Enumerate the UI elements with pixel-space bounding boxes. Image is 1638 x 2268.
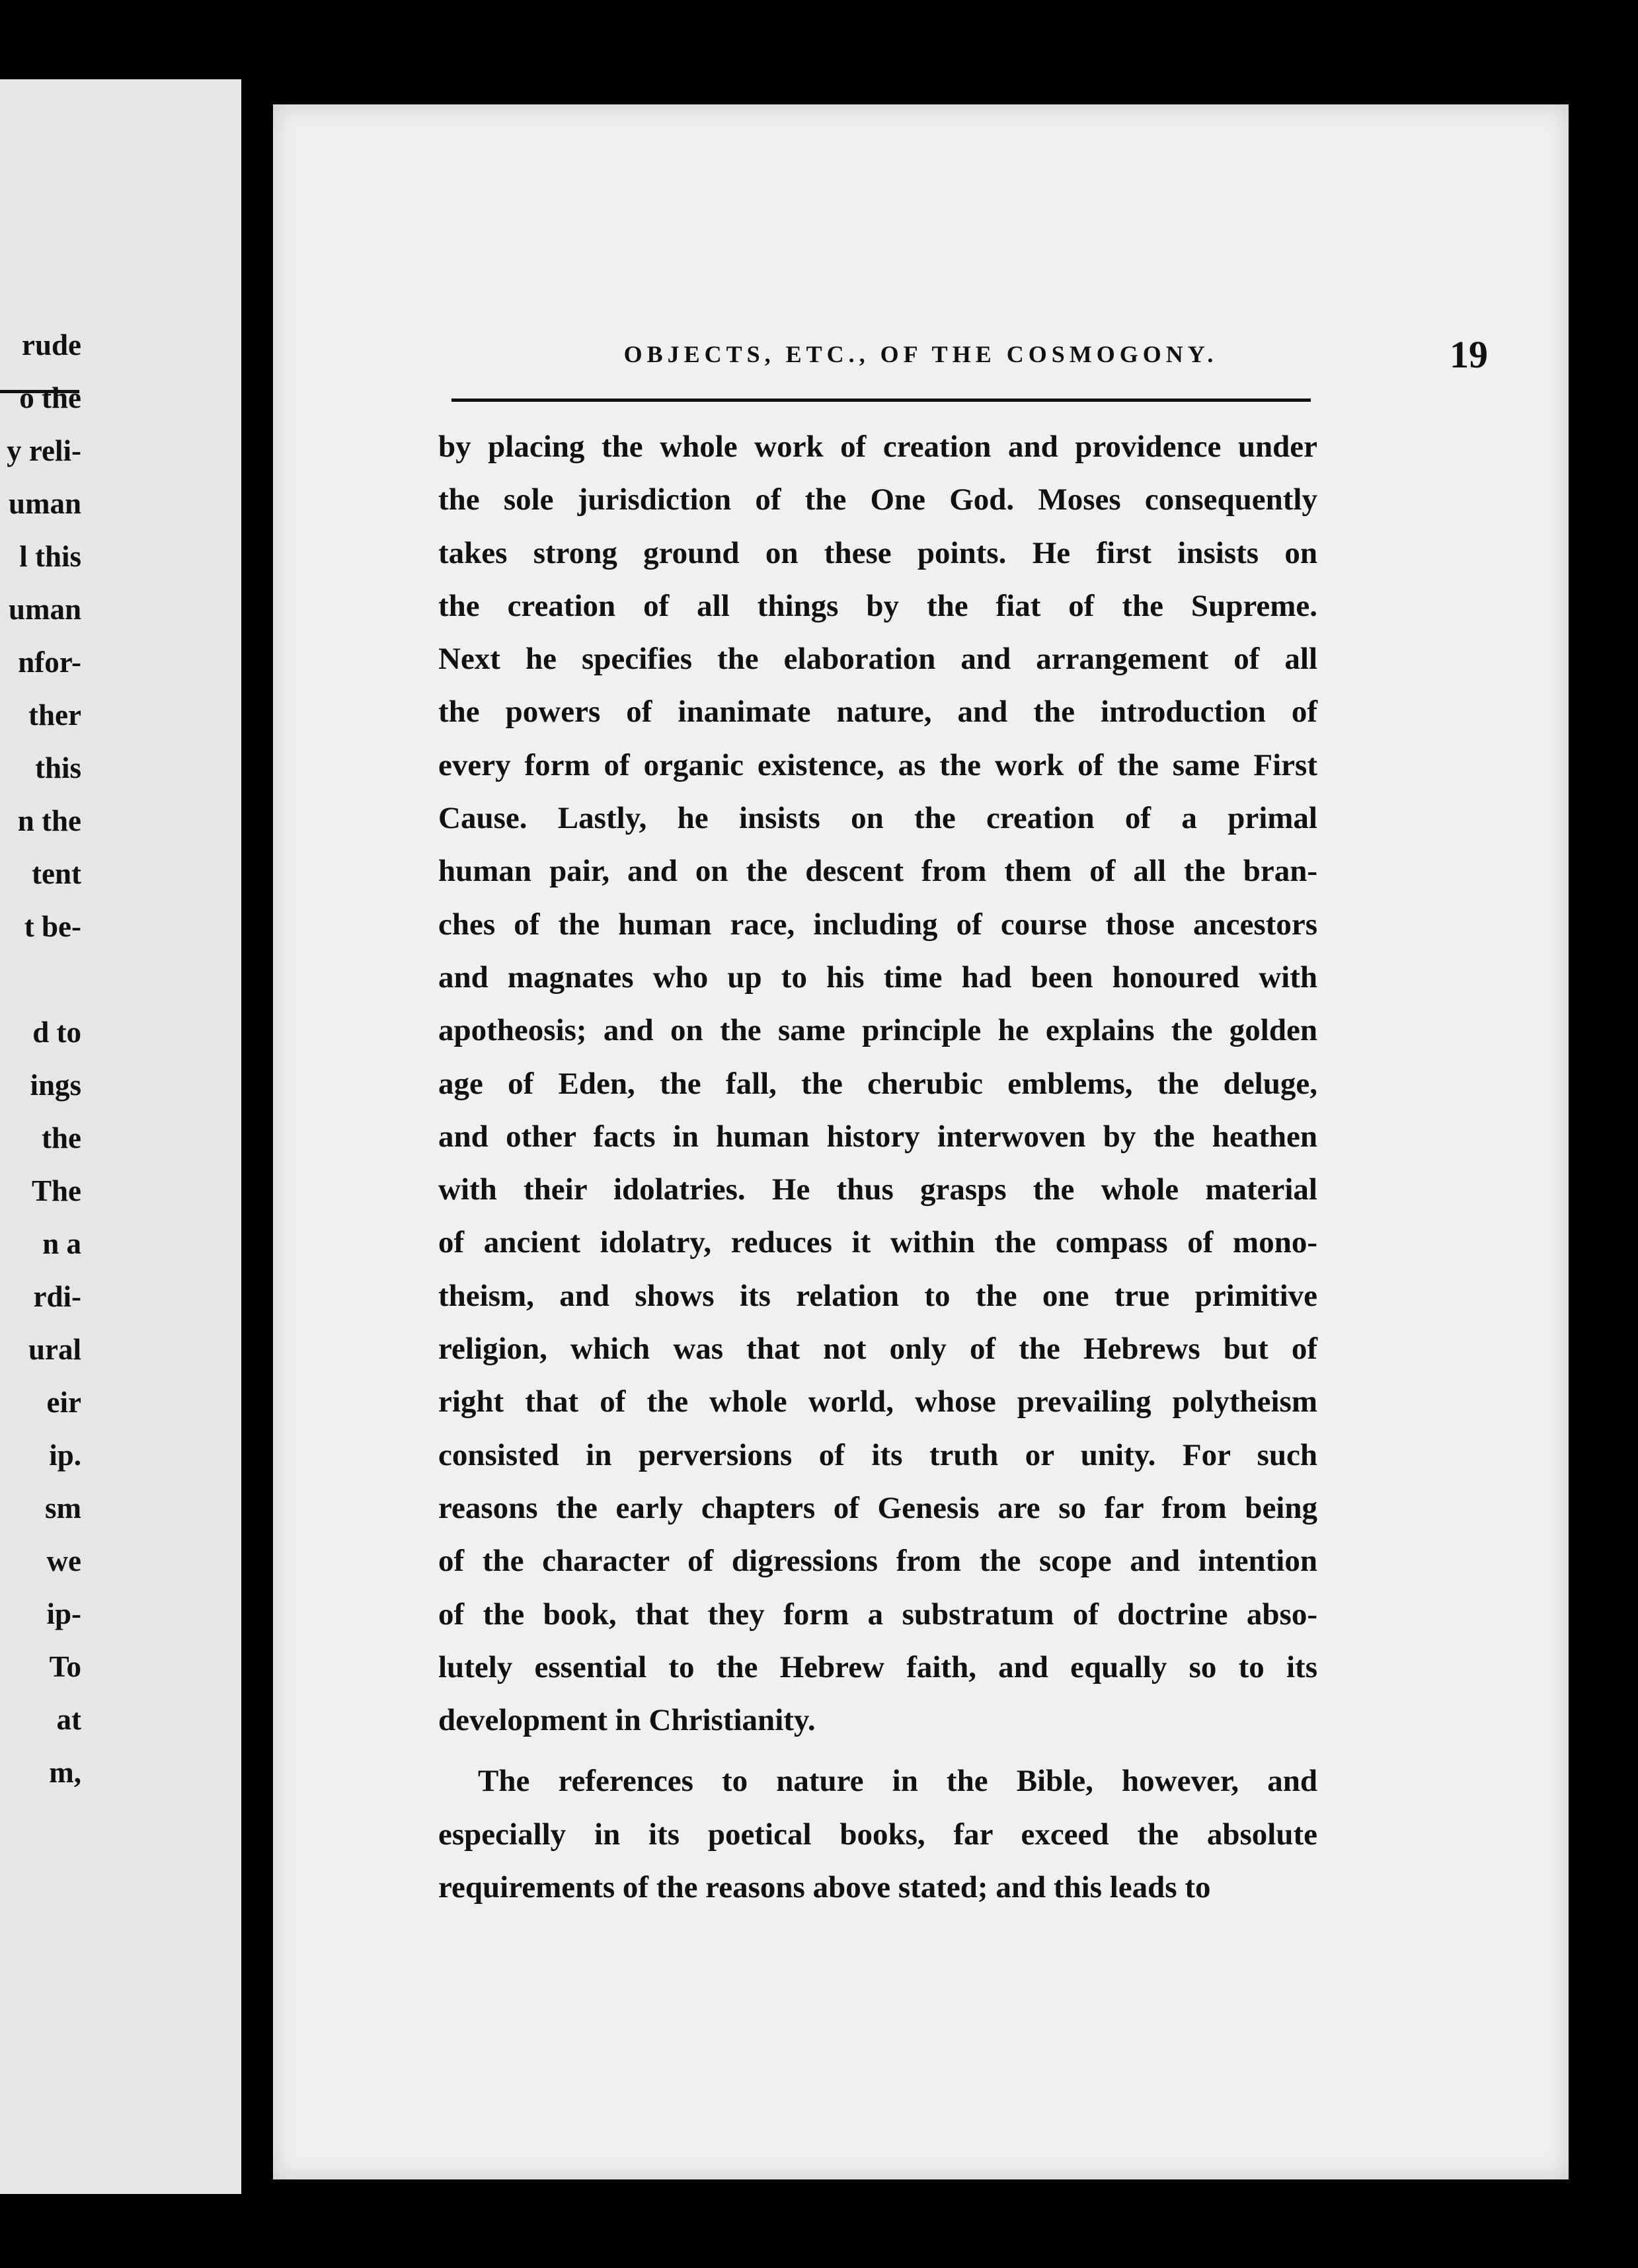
text-line: takes strong ground on these points. He first insists on: [438, 535, 1317, 570]
text-line: right that of the whole world, whose prevailing polytheism: [438, 1384, 1317, 1419]
facing-page-line: n the: [17, 804, 81, 837]
facing-page-line: o the: [19, 381, 81, 414]
running-title: OBJECTS, ETC., OF THE COSMOGONY.: [623, 341, 1218, 367]
facing-page-line: y reli-: [7, 434, 81, 467]
text-line: apotheosis; and on the same principle he explains the golden: [438, 1013, 1317, 1048]
text-line: the powers of inanimate nature, and the introduction of: [438, 695, 1317, 730]
facing-page-line: this: [34, 751, 81, 784]
text-line: age of Eden, the fall, the cherubic emblems, the deluge,: [438, 1066, 1317, 1101]
text-line: ches of the human race, including of course those ancestors: [438, 907, 1317, 942]
facing-page-line: m,: [49, 1756, 81, 1789]
text-line: and magnates who up to his time had been honoured with: [438, 960, 1317, 995]
text-line: requirements of the reasons above stated; and this leads to: [438, 1870, 1211, 1905]
facing-page-line: uman: [8, 487, 81, 520]
facing-page-line: we: [46, 1544, 81, 1577]
text-line: Cause. Lastly, he insists on the creation of a primal: [438, 801, 1317, 836]
facing-page-line: ip.: [49, 1439, 81, 1472]
facing-page-line: the: [42, 1121, 81, 1154]
text-line: consisted in perversions of its truth or unity. For such: [438, 1437, 1317, 1472]
text-line: the creation of all things by the fiat of the Supreme.: [438, 588, 1317, 623]
text-line: and other facts in human history interwoven by the heathen: [438, 1119, 1317, 1154]
running-head: [451, 332, 1569, 379]
facing-page-line: ther: [28, 699, 81, 732]
text-line: lutely essential to the Hebrew faith, and equally so to its: [438, 1649, 1317, 1684]
text-line: development in Christianity.: [438, 1703, 816, 1738]
facing-page-line: To: [49, 1650, 81, 1683]
facing-page-line: n a: [42, 1227, 81, 1260]
facing-page-fragment: [0, 79, 241, 2194]
text-line: religion, which was that not only of the Hebrews but of: [438, 1332, 1317, 1367]
facing-page-line: at: [56, 1703, 81, 1736]
text-line: by placing the whole work of creation and providence under: [438, 430, 1317, 464]
paragraph-1: [438, 420, 1317, 1747]
facing-page-line: t be-: [24, 910, 81, 943]
text-line: The references to nature in the Bible, however, and: [478, 1764, 1317, 1799]
facing-page-line: d to: [32, 1016, 81, 1049]
facing-page-line: eir: [46, 1386, 81, 1419]
facing-page-line: ural: [28, 1333, 81, 1366]
text-line: every form of organic existence, as the work of the same First: [438, 747, 1317, 782]
text-line: of ancient idolatry, reduces it within the compass of mono-: [438, 1225, 1317, 1260]
facing-page-line: rdi-: [33, 1280, 81, 1313]
header-rule: [451, 398, 1311, 402]
paragraph-2: [438, 1755, 1317, 1914]
facing-page-line: sm: [45, 1492, 81, 1525]
facing-page-line: ings: [30, 1069, 81, 1102]
paragraph-gap: [438, 1747, 1317, 1755]
facing-page-line: l this: [19, 540, 81, 573]
facing-page-line: ip-: [46, 1597, 81, 1630]
text-line: of the book, that they form a substratum of doctrine abso-: [438, 1597, 1317, 1632]
text-line: human pair, and on the descent from them of all the bran-: [438, 854, 1317, 889]
text-line: of the character of digressions from the scope and intention: [438, 1544, 1317, 1579]
text-line: theism, and shows its relation to the one true primitive: [438, 1278, 1317, 1313]
text-line: the sole jurisdiction of the One God. Moses consequently: [438, 482, 1317, 517]
text-line: with their idolatries. He thus grasps the whole material: [438, 1172, 1317, 1207]
facing-page-line: tent: [32, 857, 81, 890]
facing-page-line: nfor-: [18, 646, 81, 679]
text-line: Next he specifies the elaboration and arrangement of all: [438, 642, 1317, 677]
facing-page-line: uman: [8, 593, 81, 626]
text-line: reasons the early chapters of Genesis are so far from being: [438, 1490, 1317, 1525]
book-page: [273, 104, 1569, 2179]
body-text: [438, 420, 1317, 1914]
text-line: especially in its poetical books, far exceed the absolute: [438, 1817, 1317, 1852]
page-number: 19: [1450, 333, 1488, 376]
facing-page-line: The: [31, 1174, 81, 1207]
facing-page-line: rude: [22, 328, 81, 361]
